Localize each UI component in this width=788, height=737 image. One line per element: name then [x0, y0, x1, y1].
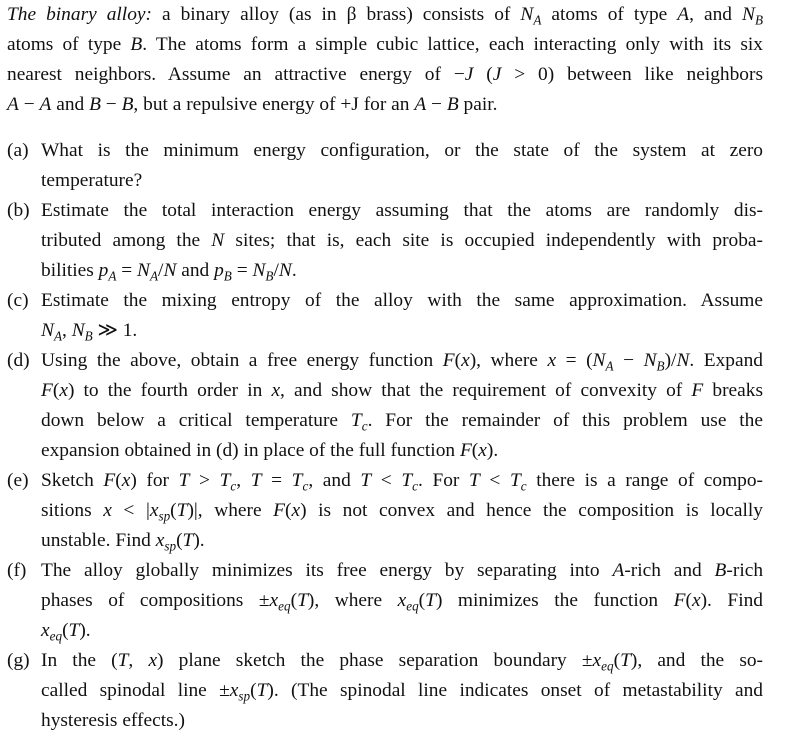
subquestion-text [41, 286, 763, 346]
subquestion-line: Using the above, obtain a free energy function F(x), where $x = (N_A - N_B)/N$. Expand [41, 350, 763, 374]
subquestion-label: (g) [7, 650, 30, 671]
subquestion-a [7, 136, 763, 196]
subquestion-line: called spinodal line $\pm x_{sp}(T)$. (The spinodal line indicates onset of metastability and [41, 680, 763, 704]
problem-intro [7, 0, 763, 120]
subquestion-line: bilities $p_A = N_A/N$ and $p_B = N_B/N$. [41, 260, 297, 284]
subquestion-line: In the (T, x) plane sketch the phase separation boundary $\pm x_{eq}(T)$, and the so- [41, 650, 764, 674]
subquestion-label: (c) [7, 290, 29, 311]
subquestion-label: (e) [7, 470, 29, 491]
subquestion-text [41, 466, 763, 556]
intro-line: The binary alloy: a binary alloy (as in β brass) consists of $N_A$ atoms of type A, and $N_B$ [7, 4, 764, 28]
subquestion-line: The alloy globally minimizes its free energy by separating into A-rich and B-rich [41, 560, 764, 581]
subquestion-e [7, 466, 763, 556]
subquestion-line: Sketch F(x) for $T > T_c$, $T = T_c$, and $T < T_c$. For $T < T_c$ there is a range of compo- [41, 470, 763, 494]
intro-line: atoms of type B. The atoms form a simple cubic lattice, each interacting only with its six [7, 34, 764, 55]
subquestion-text [41, 136, 763, 196]
subquestion-text [41, 196, 763, 286]
subquestion-b [7, 196, 763, 286]
subquestion-label: (b) [7, 200, 30, 221]
subquestion-line: down below a critical temperature $T_c$. For the remainder of this problem use the [41, 410, 763, 434]
intro-line: nearest neighbors. Assume an attractive energy of −J (J > 0) between like neighbors [7, 64, 763, 85]
subquestion-label: (d) [7, 350, 30, 371]
subquestion-line: Estimate the mixing entropy of the alloy with the same approximation. Assume [41, 290, 763, 311]
subquestion-f [7, 556, 763, 646]
subquestion-line: phases of compositions $\pm x_{eq}(T)$, where $x_{eq}(T)$ minimizes the function F(x). Find [41, 590, 763, 614]
subquestion-line: F(x) to the fourth order in x, and show that the requirement of convexity of F breaks [41, 380, 763, 401]
subquestion-line: $N_A$, $N_B$ ≫ 1. [41, 320, 138, 344]
subquestion-label: (f) [7, 560, 27, 581]
subquestion-line: unstable. Find $x_{sp}(T)$. [41, 530, 205, 554]
subquestion-c [7, 286, 763, 346]
subquestion-list [7, 136, 763, 736]
subquestion-line: Estimate the total interaction energy assuming that the atoms are randomly dis- [41, 200, 763, 221]
subquestion-line: tributed among the N sites; that is, each site is occupied independently with proba- [41, 230, 763, 251]
subquestion-line: expansion obtained in (d) in place of the full function F(x). [41, 440, 499, 461]
subquestion-line: temperature? [41, 170, 143, 191]
subquestion-text [41, 556, 763, 646]
subquestion-line: sitions $x < |x_{sp}(T)|$, where F(x) is not convex and hence the composition is locally [41, 500, 763, 524]
subquestion-d [7, 346, 763, 466]
subquestion-line: $x_{eq}(T)$. [41, 620, 91, 644]
subquestion-g [7, 646, 763, 736]
subquestion-text [41, 346, 763, 466]
subquestion-line: What is the minimum energy configuration, or the state of the system at zero [41, 140, 763, 161]
subquestion-text [41, 646, 763, 736]
subquestion-line: hysteresis effects.) [41, 710, 185, 731]
subquestion-label: (a) [7, 140, 29, 161]
intro-line: A − A and B − B, but a repulsive energy of +J for an A − B pair. [7, 94, 498, 115]
